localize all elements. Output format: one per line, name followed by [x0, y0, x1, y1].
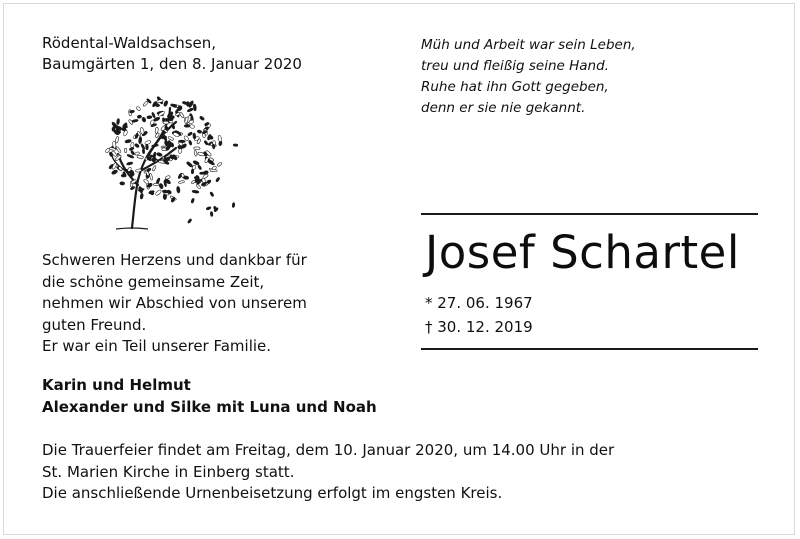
- leaf: [210, 169, 217, 171]
- leaf: [144, 140, 151, 145]
- leaf: [124, 148, 126, 153]
- leaf: [194, 150, 198, 156]
- windblown-tree-icon: [98, 90, 238, 235]
- leaf: [136, 106, 141, 111]
- leaf: [191, 180, 196, 185]
- leaf: [178, 180, 184, 183]
- birth-date: * 27. 06. 1967: [425, 294, 533, 312]
- leaf: [140, 127, 145, 134]
- tribute-line: Er war ein Teil unserer Familie.: [42, 337, 272, 355]
- tree-leaves: [105, 96, 238, 224]
- leaf: [137, 115, 142, 119]
- falling-leaf: [233, 144, 238, 147]
- leaf: [149, 173, 153, 180]
- leaf: [122, 122, 128, 130]
- place-line: Rödental-Waldsachsen,: [42, 34, 217, 52]
- tribute-line: die schöne gemeinsame Zeit,: [42, 272, 265, 291]
- leaf: [170, 103, 177, 107]
- falling-leaf: [206, 206, 211, 210]
- leaf: [153, 183, 159, 185]
- leaf: [120, 182, 125, 186]
- leaf: [193, 133, 196, 139]
- leaf: [178, 140, 185, 143]
- falling-leaf: [204, 140, 209, 145]
- leaf: [147, 116, 152, 119]
- leaf: [165, 175, 171, 180]
- leaf: [151, 144, 158, 147]
- leaf: [178, 148, 182, 153]
- verse-line: Müh und Arbeit war sein Leben,: [421, 37, 636, 53]
- memorial-verse: [421, 35, 636, 119]
- place-and-date: [42, 33, 302, 75]
- falling-leaf: [187, 132, 192, 137]
- leaf: [137, 155, 144, 159]
- leaf: [135, 152, 140, 156]
- leaf: [146, 144, 149, 150]
- leaf: [186, 101, 189, 106]
- leaf: [184, 124, 190, 127]
- falling-leaf: [187, 218, 192, 223]
- leaf: [196, 184, 201, 189]
- falling-leaf: [197, 165, 202, 170]
- leaf: [218, 135, 222, 142]
- tribute-line: Schweren Herzens und dankbar für: [42, 251, 307, 269]
- falling-leaf: [191, 198, 195, 203]
- leaf: [125, 139, 132, 143]
- leaf: [126, 162, 133, 166]
- leaf: [189, 124, 195, 129]
- tribute-line: nehmen wir Abschied von unserem: [42, 294, 307, 312]
- leaf: [140, 193, 144, 199]
- leaf: [163, 157, 166, 162]
- leaf: [116, 119, 119, 125]
- leaf: [183, 176, 189, 180]
- leaf: [197, 130, 202, 134]
- leaf: [192, 190, 199, 194]
- leaf: [156, 152, 162, 157]
- leaf: [152, 165, 157, 171]
- leaf: [163, 121, 169, 124]
- verse-line: treu und fleißig seine Hand.: [421, 58, 609, 74]
- leaf: [134, 143, 139, 148]
- leaf: [187, 108, 194, 113]
- falling-leaf: [215, 177, 220, 182]
- life-dates: [425, 291, 533, 339]
- leaf: [111, 169, 118, 175]
- leaf: [186, 161, 193, 168]
- leaf: [193, 160, 200, 166]
- leaf: [159, 183, 164, 189]
- notice-line: Die anschließende Urnenbeisetzung erfolgt im engsten Kreis.: [42, 484, 503, 502]
- mourners-names: [42, 374, 377, 418]
- leaf: [115, 146, 121, 153]
- verse-line: denn er sie nie gekannt.: [421, 100, 586, 116]
- falling-leaf: [232, 203, 235, 208]
- mourner-line: Alexander und Silke mit Luna und Noah: [42, 398, 377, 416]
- leaf: [199, 116, 205, 121]
- tribute-text: [42, 250, 307, 358]
- funeral-notice: [42, 440, 614, 505]
- leaf: [193, 104, 196, 111]
- leaf: [115, 136, 119, 143]
- falling-leaf: [210, 211, 213, 216]
- leaf: [138, 137, 142, 144]
- leaf: [112, 127, 116, 132]
- leaf: [162, 148, 167, 151]
- leaf: [163, 100, 168, 107]
- leaf: [130, 150, 135, 155]
- leaf: [176, 186, 180, 193]
- deceased-name: Josef Schartel: [425, 226, 740, 279]
- leaf: [129, 147, 134, 151]
- notice-line: St. Marien Kirche in Einberg statt.: [42, 462, 295, 481]
- verse-line: Ruhe hat ihn Gott gegeben,: [421, 79, 609, 95]
- leaf: [168, 136, 174, 141]
- leaf: [179, 112, 184, 118]
- falling-leaf: [212, 144, 215, 149]
- bottom-rule: [421, 348, 758, 350]
- leaf: [141, 117, 146, 123]
- top-rule: [421, 213, 758, 215]
- mourner-line: Karin und Helmut: [42, 376, 191, 394]
- falling-leaf: [210, 192, 215, 197]
- leaf: [140, 143, 145, 149]
- leaf: [155, 189, 162, 196]
- leaf: [194, 147, 200, 150]
- falling-leaf: [188, 140, 192, 145]
- death-date: † 30. 12. 2019: [425, 318, 533, 336]
- date-line: Baumgärten 1, den 8. Januar 2020: [42, 55, 302, 73]
- leaf: [143, 178, 150, 184]
- notice-line: Die Trauerfeier findet am Freitag, dem 10. Januar 2020, um 14.00 Uhr in der: [42, 441, 615, 459]
- tribute-line: guten Freund.: [42, 315, 147, 334]
- leaf: [138, 186, 143, 193]
- leaf: [217, 162, 223, 167]
- falling-leaf: [191, 169, 194, 174]
